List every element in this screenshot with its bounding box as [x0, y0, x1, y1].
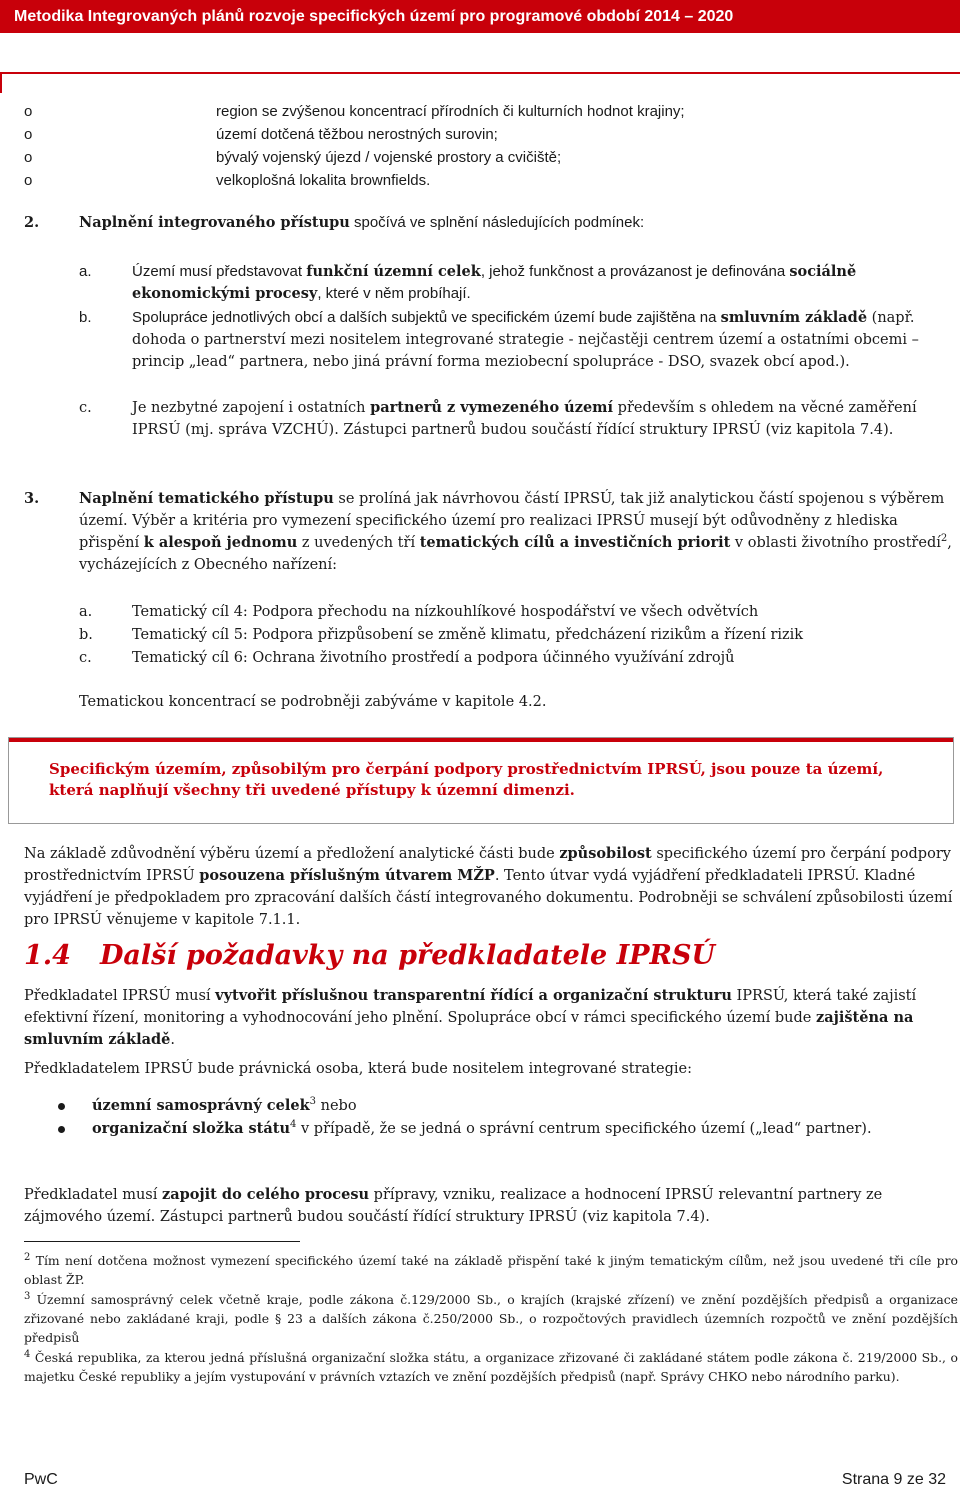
para-emphasis: zapojit do celého procesu	[161, 1186, 370, 1203]
para-text: . Tento útvar vydá vyjádření předkladateli IPRSÚ. Kladné vyjádření je předpokladem pro zpracování dalších částí integrovaného dokumentu. Podrobněji se schválení způsobilosti území pro IPRSÚ věnujeme v kapitole 7.1.1.	[24, 868, 953, 928]
item-text: , které v něm probíhají.	[317, 285, 471, 302]
footnote-ref[interactable]: 4	[290, 1119, 297, 1131]
item-marker: b.	[79, 627, 93, 643]
item-text: (např. dohoda o partnerství mezi nositelem integrované strategie - nejčastěji centrem území a ostatními obcemi – princip „lead“ partnera, nebo jiná právní forma meziobecní spolupráce - DSO, svazek obcí apod.).	[132, 310, 919, 370]
highlight-box	[8, 737, 954, 824]
thematic-goal: Tematický cíl 5: Podpora přizpůsobení se změně klimatu, předcházení rizikům a řízení rizik	[132, 627, 804, 643]
item-text: především s ohledem na věcné zaměření IPRSÚ (mj. správa VZCHÚ). Zástupci partnerů budou součástí řídící struktury IPRSÚ (viz kapitola 7.4).	[132, 400, 917, 438]
bullet-emphasis: územní samosprávný celek	[92, 1097, 310, 1114]
page-header-bar	[0, 0, 960, 33]
footnote-number: 2	[24, 1251, 31, 1263]
list-item: region se zvýšenou koncentrací přírodních či kulturních hodnot krajiny;	[216, 103, 685, 120]
bullet-text: v případě, že se jedná o správní centrum specifického území („lead“ partner).	[296, 1121, 872, 1137]
chapter-number: 1.4	[24, 940, 71, 971]
involve-paragraph	[24, 1184, 958, 1228]
bullet-text: nebo	[316, 1098, 357, 1114]
para-emphasis: vytvořit příslušnou transparentní řídící a organizační strukturu	[215, 987, 732, 1004]
section-heading: Naplnění integrovaného přístupu	[79, 214, 350, 231]
thematic-goal: Tematický cíl 6: Ochrana životního prostředí a podpora účinného využívání zdrojů	[132, 650, 735, 666]
item-marker: a.	[79, 604, 93, 620]
list-marker: o	[24, 172, 33, 189]
para-text: Na základě zdůvodnění výběru území a předložení analytické části bude	[24, 846, 560, 862]
footnote-ref[interactable]: 2	[940, 533, 948, 545]
para-text: Předkladatel IPRSÚ musí	[24, 988, 216, 1004]
footnote	[24, 1251, 958, 1289]
bullet-emphasis: organizační složka státu	[92, 1120, 291, 1137]
footnote-text: Územní samosprávný celek včetně kraje, podle zákona č.129/2000 Sb., o krajích (krajské zřízení) ve znění pozdějších předpisů a organizace zřizované nebo zakládané kraji, podle § 23 a dalších zákona č.250/2000 Sb., o rozpočtových pravidlech územních rozpočtů ve znění pozdějších předpisů	[24, 1292, 958, 1345]
item-emphasis: funkční územní celek	[306, 263, 481, 280]
footnote	[24, 1290, 958, 1347]
list-marker: o	[24, 149, 33, 166]
bullet-icon	[58, 1126, 65, 1133]
eligibility-paragraph	[24, 843, 958, 931]
section-heading-rest: spočívá ve splnění následujících podmínek:	[349, 214, 645, 231]
top-list	[0, 101, 960, 193]
list-item: bývalý vojenský újezd / vojenské prostory a cvičiště;	[216, 149, 562, 166]
chapter-heading	[24, 936, 715, 976]
thematic-goals-list	[0, 601, 960, 671]
section-number: 2.	[24, 214, 40, 231]
footnote-number: 3	[24, 1290, 31, 1302]
list-item: velkoplošná lokalita brownfields.	[216, 172, 431, 189]
list-marker: o	[24, 103, 33, 120]
para-emphasis: posouzena příslušným útvarem MŽP	[199, 867, 495, 884]
document-title: Metodika Integrovaných plánů rozvoje specifických území pro programové období 2014 – 2020	[14, 8, 734, 25]
item-marker: c.	[79, 400, 92, 416]
header-divider	[0, 72, 960, 74]
para-text: specifického území pro čerpání podpory prostřednictvím IPRSÚ	[24, 846, 951, 884]
concentration-note: Tematickou koncentrací se podrobněji zabýváme v kapitole 4.2.	[79, 694, 547, 710]
section-heading: Naplnění tematického přístupu	[79, 490, 334, 507]
item-text: Je nezbytné zapojení i ostatních	[132, 400, 371, 416]
item-emphasis: partnerů z vymezeného území	[370, 399, 614, 416]
list-marker: o	[24, 126, 33, 143]
item-text: Spolupráce jednotlivých obcí a dalších subjektů ve specifickém území bude zajištěna na	[132, 309, 721, 326]
list-item: území dotčená těžbou nerostných surovin;	[216, 126, 498, 143]
chapter-title: Další požadavky na předkladatele IPRSÚ	[100, 940, 716, 971]
section-text: v oblasti životního prostředí	[730, 535, 941, 551]
highlight-box-bar	[9, 738, 953, 742]
footnote-text: Tím není dotčena možnost vymezení specifického území také na základě přispění také k jiným tematickým cílům, než jsou uvedené tři cíle pro oblast ŽP.	[24, 1253, 958, 1287]
entity-paragraph: Předkladatelem IPRSÚ bude právnická osoba, která bude nositelem integrované strategie:	[24, 1061, 692, 1077]
footnote-number: 4	[24, 1348, 31, 1360]
footer-company: PwC	[24, 1471, 58, 1488]
para-text: přípravy, vzniku, realizace a hodnocení IPRSÚ relevantní partnery ze zájmového území. Zástupci partnerů budou součástí řídící struktury IPRSÚ (viz kapitola 7.4).	[24, 1187, 883, 1225]
para-text: IPRSÚ, která také zajistí efektivní řízení, monitoring a vyhodnocování jeho plnění. Spolupráce obcí v rámci specifického území bude	[24, 988, 917, 1026]
page-number: Strana 9 ze 32	[841, 1471, 946, 1488]
para-emphasis: zajištěna na smluvním základě	[24, 1009, 914, 1048]
item-marker: b.	[79, 309, 92, 326]
item-marker: a.	[79, 263, 92, 280]
item-emphasis: sociálně ekonomickými procesy	[132, 263, 857, 302]
footnote	[24, 1348, 958, 1386]
footnote-ref[interactable]: 3	[309, 1096, 317, 1108]
section-number: 3.	[24, 490, 40, 507]
para-emphasis: způsobilost	[559, 845, 652, 862]
para-text: .	[170, 1032, 175, 1048]
item-text: Území musí představovat	[132, 263, 307, 280]
footnote-text: Česká republika, za kterou jedná příslušná organizační složka státu, a organizace zřizované či zakládané státem podle zákona č. 219/2000 Sb., o majetku České republiky a jejím vystupování v právních vztazích ve znění pozdějších předpisů (např. Správy CHKO nebo národního parku).	[24, 1350, 958, 1384]
header-corner-mark	[0, 72, 2, 93]
section-emphasis: tematických cílů a investičních priorit	[419, 534, 731, 551]
thematic-goal: Tematický cíl 4: Podpora přechodu na nízkouhlíkové hospodářství ve všech odvětvích	[132, 604, 759, 620]
section-text: se prolíná jak návrhovou částí IPRSÚ, tak již analytickou částí spojenou s výběrem území. Výběr a kritéria pro vymezení specifického území pro realizaci IPRSÚ musejí být odůvodněny z hlediska přispění	[79, 491, 945, 551]
para-text: Předkladatel musí	[24, 1187, 162, 1203]
item-marker: c.	[79, 650, 92, 666]
item-emphasis: smluvním základě	[720, 309, 868, 326]
section-emphasis: k alespoň jednomu	[143, 534, 298, 551]
structure-paragraph	[24, 985, 958, 1051]
highlight-text: Specifickým územím, způsobilým pro čerpání podpory prostřednictvím IPRSÚ, jsou pouze ta území, která naplňují všechny tři uvedené přístupy k územní dimenzi.	[49, 760, 884, 799]
footnote-separator	[24, 1241, 300, 1242]
bullet-icon	[58, 1103, 65, 1110]
item-text: , jehož funkčnost a provázanost je definována	[480, 263, 790, 280]
section-text: z uvedených tří	[297, 535, 420, 551]
section-text: , vycházejících z Obecného nařízení:	[79, 535, 952, 573]
